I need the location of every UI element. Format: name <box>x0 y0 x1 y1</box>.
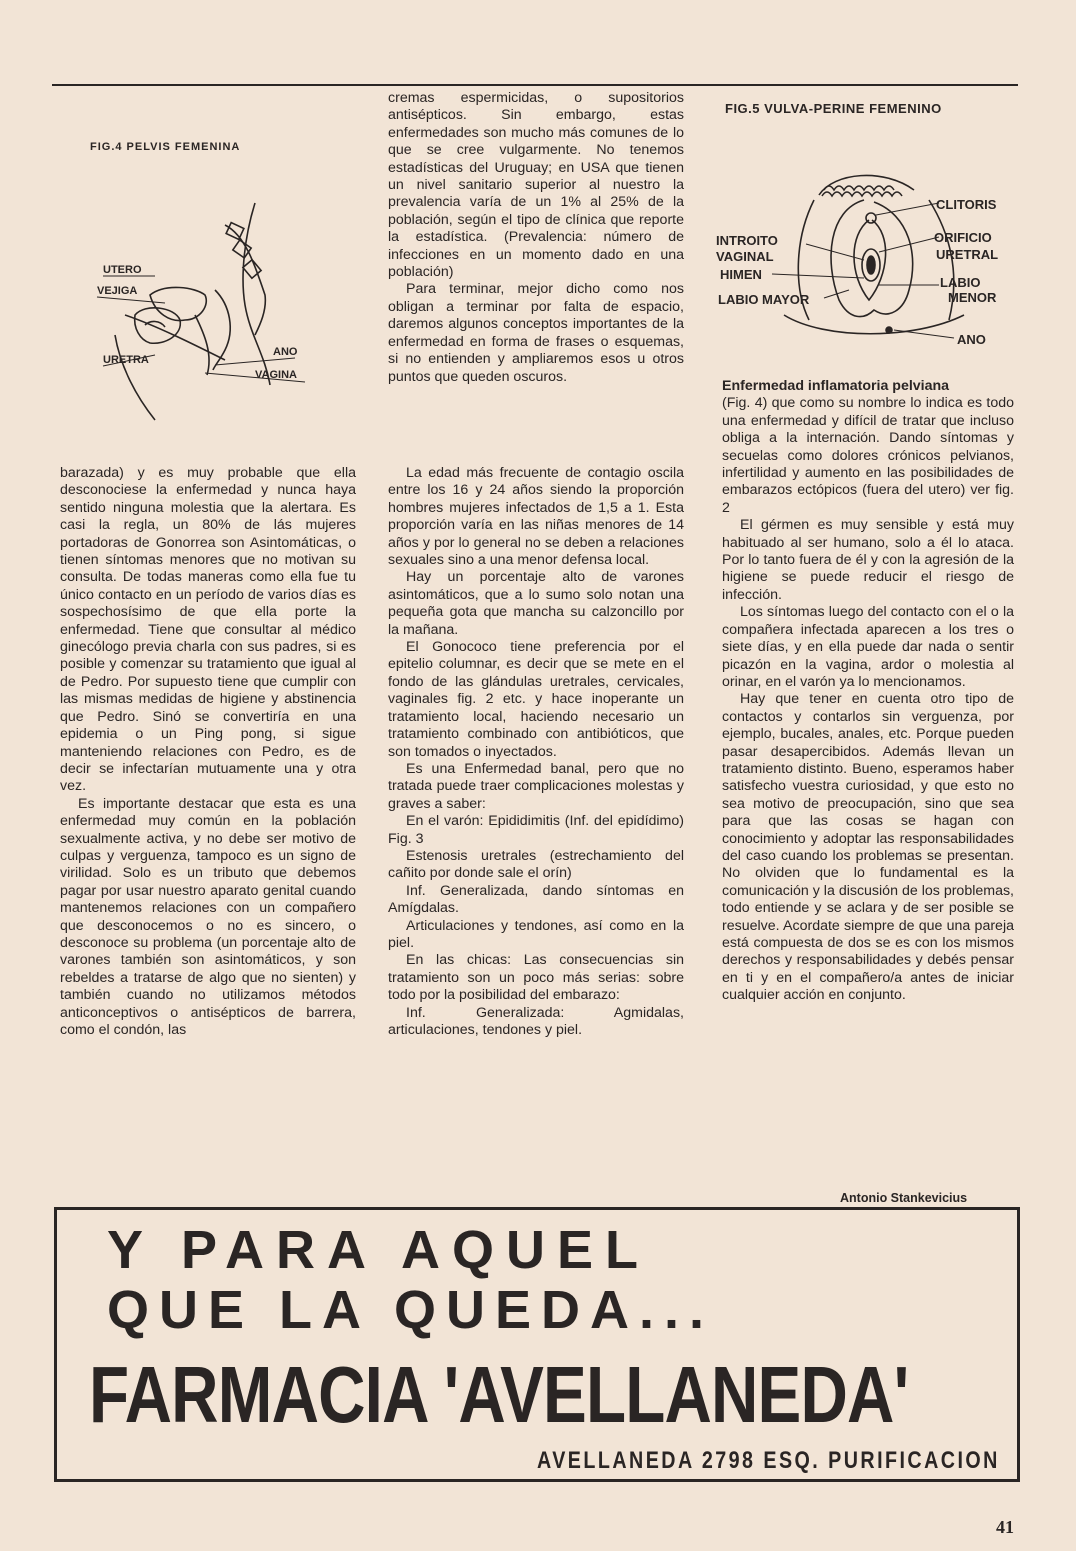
fig4-label-vagina: VAGINA <box>255 369 297 381</box>
col2b-paragraph: En las chicas: Las consecuencias sin tratamiento son un poco más serias: sobre todo por la posibilidad del embarazo: <box>388 952 684 1004</box>
fig5-label-orificio: ORIFICIO <box>934 230 992 245</box>
ad-address: AVELLANEDA 2798 ESQ. PURIFICACION <box>537 1447 1000 1474</box>
fig5-label-labio-menor-1: LABIO <box>940 275 981 290</box>
col2b-paragraph: Inf. Generalizada: Agmidalas, articulaciones, tendones y piel. <box>388 1004 684 1038</box>
fig5-label-uretral: URETRAL <box>936 247 999 262</box>
fig5-label-clitoris: CLITORIS <box>936 197 997 212</box>
col2b-paragraph: La edad más frecuente de contagio oscila entre los 16 y 24 años siendo la proporción hombres mujeres infectados de 1,5 a 1. Esta proporción varía en las niñas menores de 14 años y por lo general no se deben a relaciones sexuales sino a una menor defensa local. <box>388 465 684 569</box>
pharmacy-advertisement <box>54 1207 1020 1482</box>
fig4-label-utero: UTERO <box>103 264 142 276</box>
column-2-upper <box>388 90 684 386</box>
col2b-paragraph: Articulaciones y tendones, así como en la piel. <box>388 917 684 951</box>
fig5-vulva-illustration <box>714 160 1024 360</box>
column-3 <box>722 378 1014 1005</box>
fig5-label-labio-mayor: LABIO MAYOR <box>718 292 810 307</box>
col2a-paragraph: cremas espermicidas, o supositorios antisépticos. Sin embargo, estas enfermedades son mucho más comunes de lo que se cree vulgarmente. No tenemos estadísticas del Uruguay; en USA que tienen un nivel sanitario superior al nuestro la prevalencia varía de un 1% al 25% de la población, según el tipo de clínica que reporte la estadística. (Prevalencia: número de infecciones en un momento dado en una población) <box>388 90 684 281</box>
col2b-paragraph: Inf. Generalizada, dando síntomas en Amígdalas. <box>388 882 684 917</box>
bladder <box>135 308 181 343</box>
col3-first-text: (Fig. 4) que como su nombre lo indica es todo una enfermedad y difícil de tratar que incluso obliga a la internación. Dando síntomas y secuelas como dolores crónicos pelvianos, infertilidad y aumento en las posibilidades de embarazos ectópicos (fuera del utero) ver fig. 2 <box>722 395 1014 516</box>
col2b-paragraph: En el varón: Epididimitis (Inf. del epidídimo) Fig. 3 <box>388 813 684 847</box>
ad-headline-2: QUE LA QUEDA... <box>107 1280 715 1340</box>
fig4-pelvis-illustration <box>95 195 330 440</box>
fig5-label-ano: ANO <box>957 332 986 347</box>
show-through-text <box>10 150 35 253</box>
col3-paragraph: El gérmen es muy sensible y está muy habituado al ser humano, solo a él lo ataca. Por lo tanto fuera de él y con la agresión de la higiene se puede reducir el riesgo de infección. <box>722 517 1014 603</box>
perineum <box>784 315 964 334</box>
col3-heading: Enfermedad inflamatoria pelviana <box>722 378 950 394</box>
col3-paragraph: Los síntomas luego del contacto con el o la compañera infectada aparecen a los tres o siete días, y en ella puede dar nada o sentir picazón en la vagina, ardor o molestia al orinar, en el varón ya lo mencionamos. <box>722 604 1014 690</box>
col2b-paragraph: Estenosis uretrales (estrechamiento del cañito por donde sale el orín) <box>388 847 684 882</box>
fig4-label-uretra: URETRA <box>103 354 149 366</box>
back-contour <box>243 203 270 385</box>
top-rule <box>52 84 1018 86</box>
fig4-label-ano: ANO <box>273 346 298 358</box>
col2b-paragraph: Hay un porcentaje alto de varones asintomáticos, que a lo sumo solo notan una pequeña gota que mancha su calzoncillo por la mañana. <box>388 569 684 638</box>
column-1 <box>60 465 356 1039</box>
clitoris-shape <box>866 213 876 223</box>
col3-paragraph: Hay que tener en cuenta otro tipo de contactos y contarlos sin verguenza, por ejemplo, bucales, anales, etc. Porque pueden pasar desapercibidos. Además llevan un tratamiento distinto. Bueno, esperamos haber satisfecho vuestra curiosidad, y que esto no sea motivo de preocupación, sino que sea para que las cosas se hagan con conocimiento y adoptar las responsabilidades del caso cuando los problemas se presentan. No olviden que lo fundamental es la comunicación y la discusión de los problemas, todo entiende y se aclara y de ser posible se resuelve. Acordate siempre de que una pareja está compuesta de dos se es con los mismos derechos y responsabilidades y debés pensar en ti y en el compañero/a antes de iniciar cualquier acción en conjunto. <box>722 691 1014 1004</box>
col3-first-paragraph <box>722 378 1014 517</box>
article-author: Antonio Stankevicius <box>840 1191 968 1205</box>
fig5-label-vaginal: VAGINAL <box>716 249 774 264</box>
fig4-caption: FIG.4 PELVIS FEMENINA <box>90 141 241 153</box>
ad-headline-1: Y PARA AQUEL <box>107 1220 651 1280</box>
fig5-label-himen: HIMEN <box>720 267 762 282</box>
fig5-label-introito: INTROITO <box>716 233 778 248</box>
fig4-label-vejiga: VEJIGA <box>97 285 138 297</box>
col1-paragraph: barazada) y es muy probable que ella desconociese la enfermedad y nunca haya sentido ninguna molestia que la alertara. Es casi la regla, un 80% de lás mujeres portadoras de Gonorrea son Asintomáticas, o tienen síntomas menores que no motivan su consulta. De todas maneras como ella fue tu único contacto en un período de varios días es sospechosísimo de que ella porte la enfermedad. Tiene que consultar al médico ginecólogo previa charla con sus padres, si es posible y comenzar su tratamiento que igual al de Pedro. Por supuesto tiene que cumplir con las mismas medidas de higiene y abstinencia que Pedro. Sinó se convertiría en una epidemia o un Ping pong, si sigue manteniendo relaciones con Pedro, es de decir se infectarían mutuamente una y otra vez. <box>60 465 356 795</box>
spine <box>225 225 265 335</box>
ad-brand-name: FARMACIA 'AVELLANEDA' <box>89 1350 909 1439</box>
column-2-lower <box>388 465 684 1039</box>
col2b-paragraph: Es una Enfermedad banal, pero que no tratada puede traer complicaciones molestas y graves a saber: <box>388 760 684 812</box>
fig5-label-labio-menor-2: MENOR <box>948 290 997 305</box>
page-number: 41 <box>996 1517 1014 1537</box>
front-contour <box>115 335 155 420</box>
col2b-paragraph: El Gonococo tiene preferencia por el epitelio columnar, es decir que se mete en el fondo de las glándulas uretrales, cervicales, vaginales fig. 2 etc. y hace inoperante un tratamiento local, haciendo necesario un tratamiento combinado con antibióticos, que son tomados o inyectados. <box>388 639 684 760</box>
col1-paragraph: Es importante destacar que esta es una enfermedad muy común en la población sexualmente activa, y no debe ser motivo de culpas y verguenza, tampoco es un signo de virilidad. Solo es un tributo que debemos pagar por usar nuestro aparato genital cuando mantenemos relaciones con un compañero que desconocemos o no es sincero, o desconoce su problema (un porcentaje alto de varones también son asintomáticos, y son rebeldes a tratarse de algo que no sienten) y también cuando no utilizamos métodos anticonceptivos o antisépticos de barrera, como el condón, las <box>60 795 356 1038</box>
fig5-caption: FIG.5 VULVA-PERINE FEMENINO <box>725 101 942 116</box>
col2a-paragraph: Para terminar, mejor dicho como nos obligan a terminar por falta de espacio, daremos algunos conceptos importantes de la enfermedad en forma de frases o esquemas, si no entienden y ampliaremos esos u otros puntos que queden oscuros. <box>388 281 684 385</box>
